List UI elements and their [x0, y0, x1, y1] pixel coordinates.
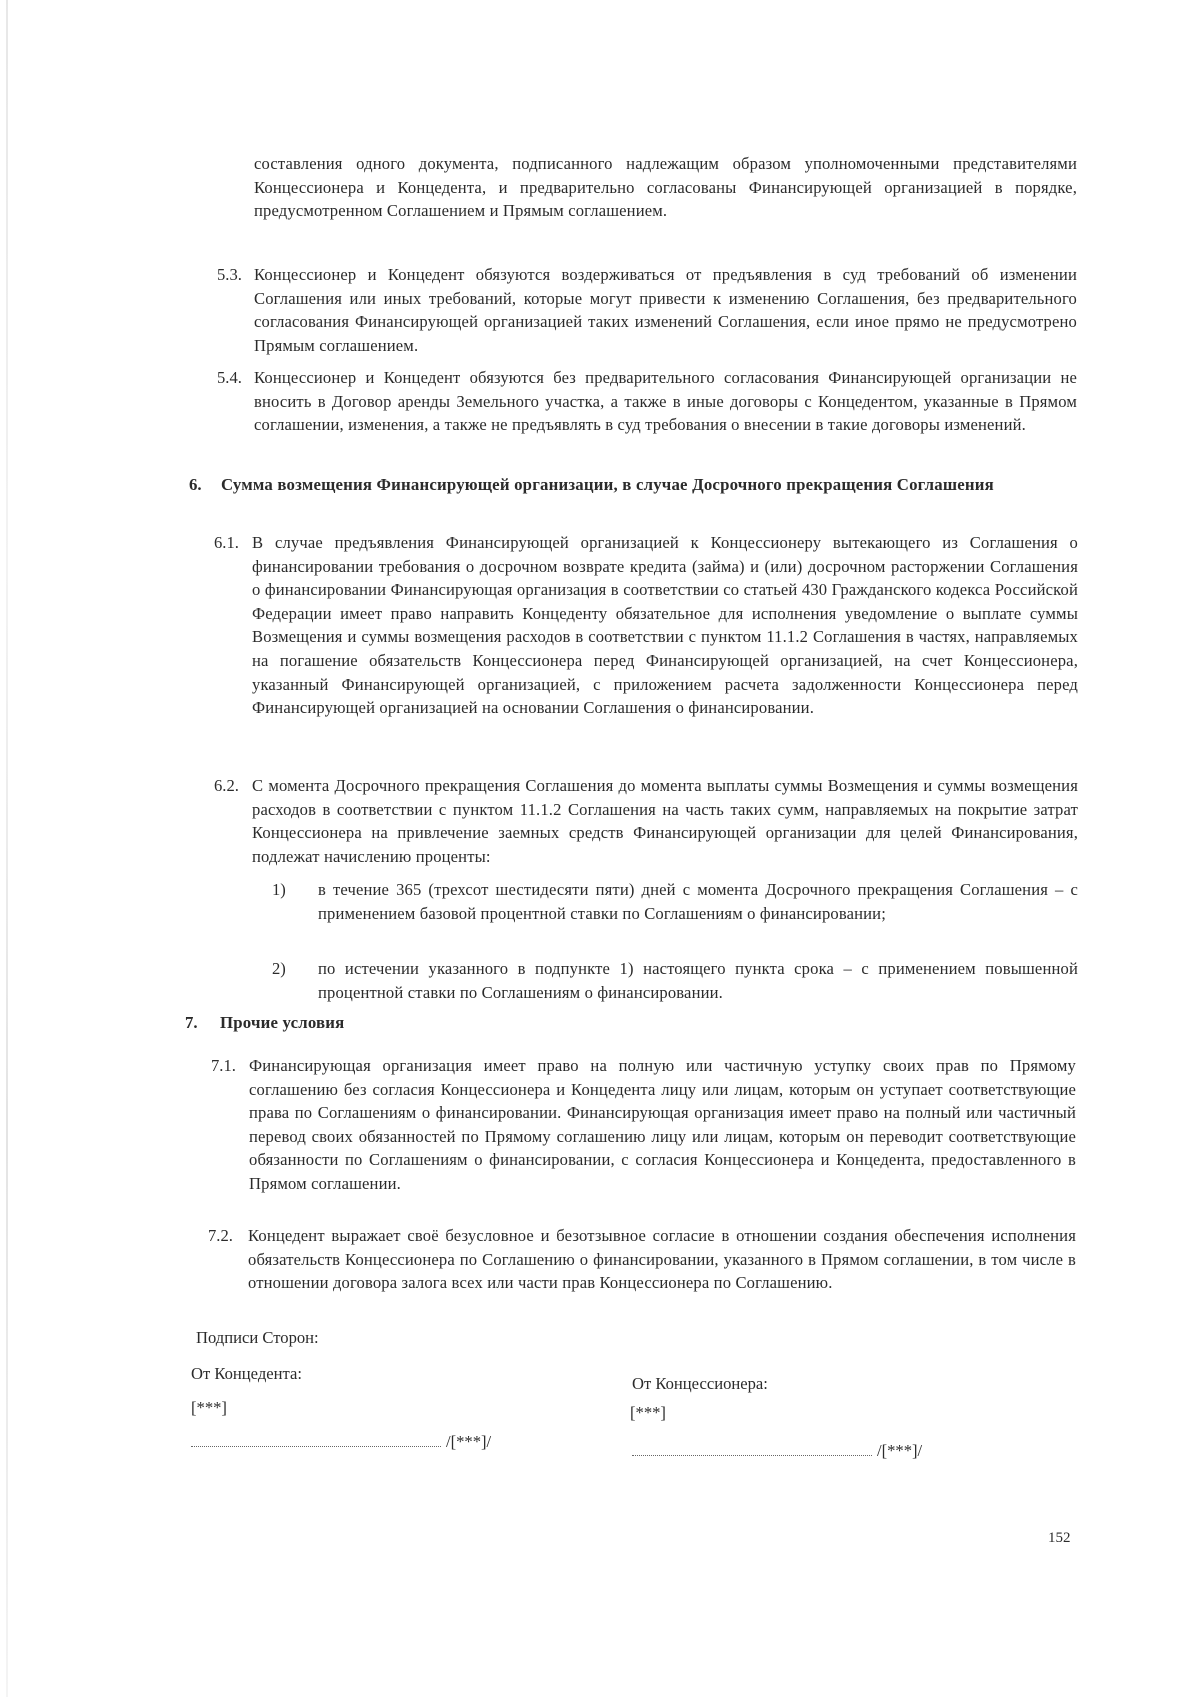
clause-text: Концессионер и Концедент обязуются без предварительного согласования Финансирующей организации не вносить в Договор аренды Земельного участка, а также в иные договоры с Концедентом, указанные в Прямом соглашении, изменения, а также не предъявлять в суд требования о внесении в такие договоры изменений. — [254, 368, 1077, 435]
page-number: 152 — [1048, 1530, 1071, 1546]
section-heading: Прочие условия — [220, 1013, 345, 1032]
clause-number: 5.3. — [217, 265, 242, 284]
clause-text: В случае предъявления Финансирующей организацией к Концессионеру вытекающего из Соглашения о финансировании требования о досрочном возврате кредита (займа) и (или) досрочном расторжении Соглашения о финансировании Финансирующая организация в соответствии со статьей 430 Гражданского кодекса Российской Федерации имеет право направить Концеденту обязательное для исполнения уведомление о выплате суммы Возмещения и суммы возмещения расходов в соответствии с пунктом 11.1.2 Соглашения в частях, направляемых на погашение обязательств Концессионера перед Финансирующей организацией, на счет Концессионера, указанный Финансирующей организацией, с приложением расчета задолженности Концессионера перед Финансирующей организацией на основании Соглашения о финансировании. — [252, 533, 1078, 718]
clause-text: Финансирующая организация имеет право на полную или частичную уступку своих прав по Прямому соглашению без согласия Концессионера и Концедента лицу или лицам, которым он уступает соответствующие права по Соглашениям о финансировании. Финансирующая организация имеет право на полный или частичный перевод своих обязанностей по Прямому соглашению лицу или лицам, которым он переводит соответствующие обязанности по Соглашениям о финансировании, с согласия Концессионера и Концедента, предоставленного в Прямом соглашении. — [249, 1056, 1076, 1193]
concessionaire-name: [***] — [630, 1403, 666, 1422]
subitem-number: 2) — [272, 959, 286, 978]
grantor-label: От Концедента: — [191, 1364, 302, 1383]
clause-number: 7.2. — [208, 1226, 233, 1245]
concessionaire-signature: /[***]/ — [877, 1441, 923, 1460]
continuation-paragraph: составления одного документа, подписанного надлежащим образом уполномоченными представителями Концессионера и Концедента, и предварительно согласованы Финансирующей организацией в порядке, предусмотренном Соглашением и Прямым соглашением. — [254, 154, 1077, 221]
clause-number: 7.1. — [211, 1056, 236, 1075]
clause-text: С момента Досрочного прекращения Соглашения до момента выплаты суммы Возмещения и суммы возмещения расходов в соответствии с пунктом 11.1.2 Соглашения на часть таких сумм, направляемых на покрытие затрат Концессионера на привлечение заемных средств Финансирующей организации для целей Финансирования, подлежат начислению проценты: — [252, 776, 1078, 866]
clause-number: 6.1. — [214, 533, 239, 552]
grantor-name: [***] — [191, 1398, 227, 1417]
clause-text: Концессионер и Концедент обязуются воздерживаться от предъявления в суд требований об изменении Соглашения или иных требований, которые могут привести к изменению Соглашения, без предварительного согласования Финансирующей организацией таких изменений Соглашения, если иное прямо не предусмотрено Прямым соглашением. — [254, 265, 1077, 355]
concessionaire-label: От Концессионера: — [632, 1374, 768, 1393]
scan-edge-shadow — [6, 0, 8, 1697]
concessionaire-signature-line — [632, 1455, 872, 1456]
clause-number: 6.2. — [214, 776, 239, 795]
signatures-title: Подписи Сторон: — [196, 1328, 319, 1347]
clause-number: 5.4. — [217, 368, 242, 387]
grantor-signature-line — [191, 1446, 441, 1447]
grantor-signature: /[***]/ — [446, 1432, 492, 1451]
section-number: 6. — [189, 475, 202, 494]
clause-text: Концедент выражает своё безусловное и безотзывное согласие в отношении создания обеспечения исполнения обязательств Концессионера по Соглашению о финансировании, указанного в Прямом соглашении, в том числе в отношении договора залога всех или части прав Концессионера по Соглашению. — [248, 1226, 1076, 1293]
subitem-text: по истечении указанного в подпункте 1) настоящего пункта срока – с применением повышенной процентной ставки по Соглашениям о финансировании. — [318, 959, 1078, 1002]
section-number: 7. — [185, 1013, 198, 1032]
subitem-number: 1) — [272, 880, 286, 899]
section-heading: Сумма возмещения Финансирующей организации, в случае Досрочного прекращения Соглашения — [221, 475, 994, 494]
subitem-text: в течение 365 (трехсот шестидесяти пяти) дней с момента Досрочного прекращения Соглашения – с применением базовой процентной ставки по Соглашениям о финансировании; — [318, 880, 1078, 923]
